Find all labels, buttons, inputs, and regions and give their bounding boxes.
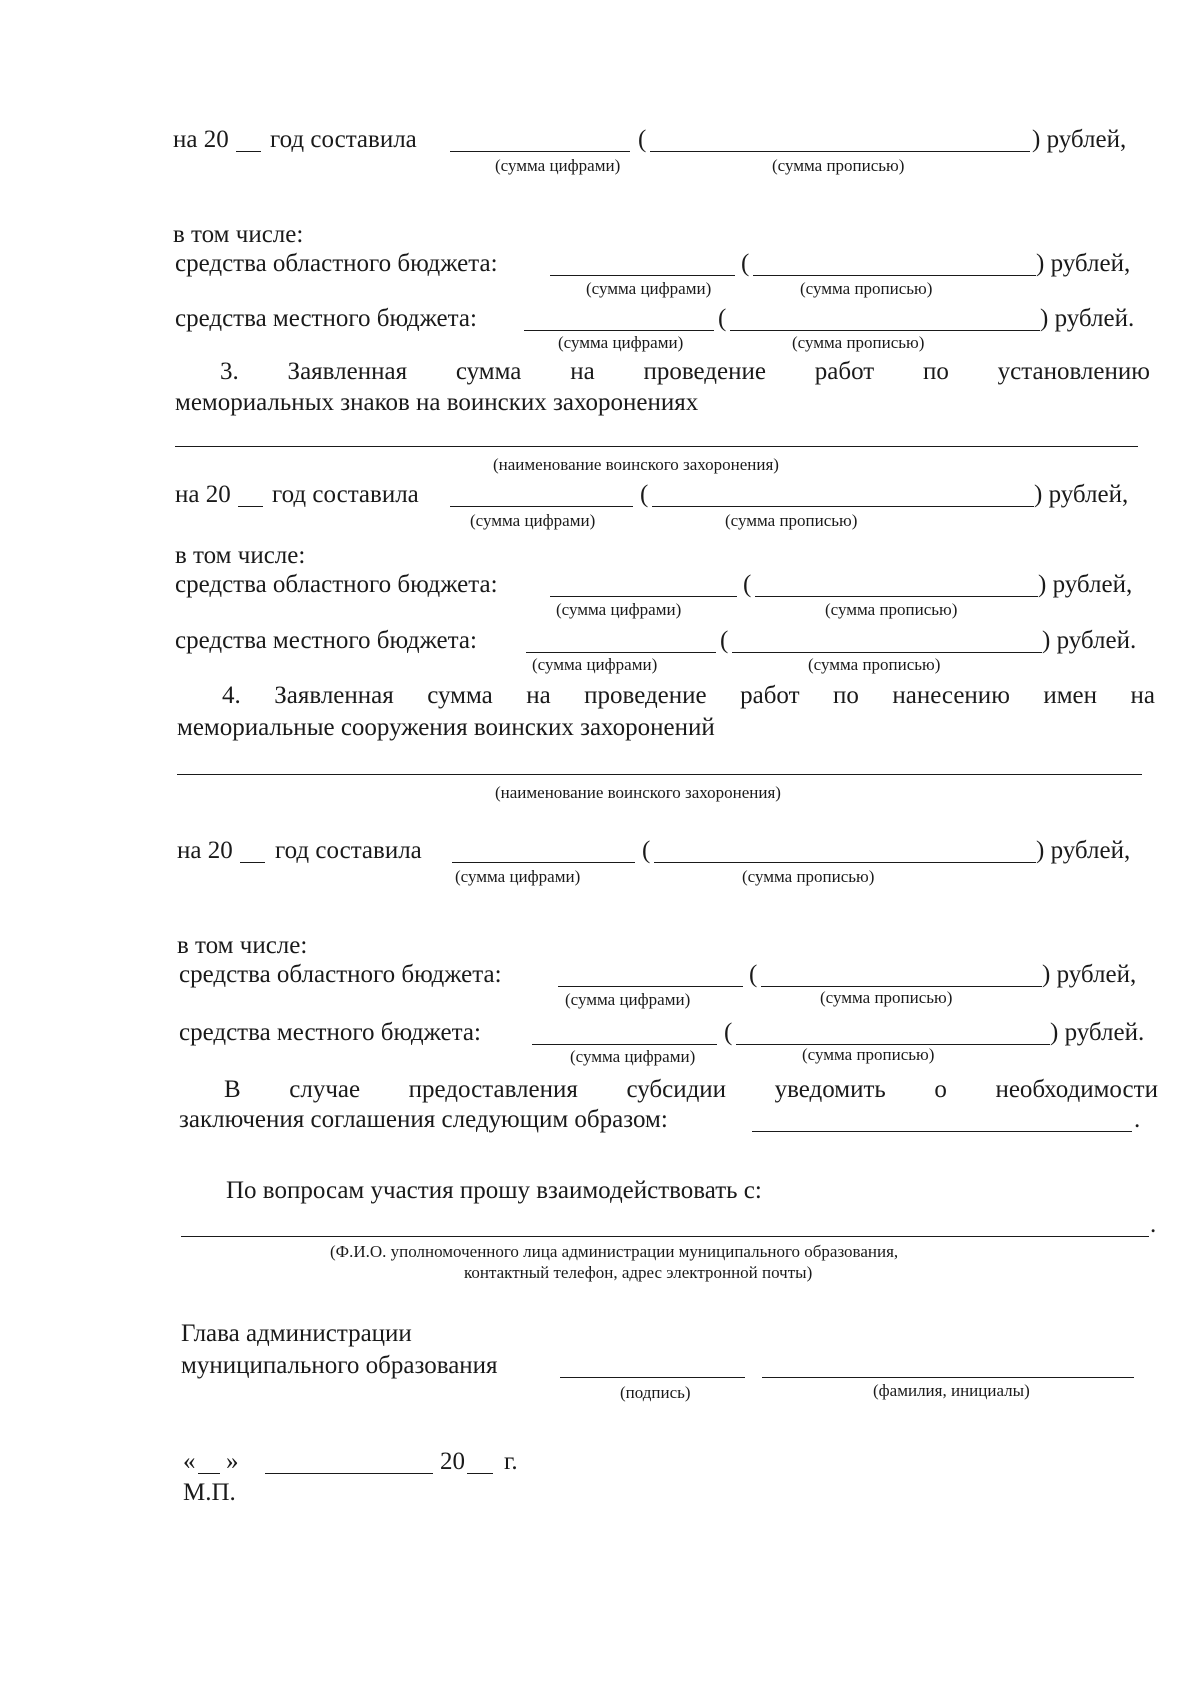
paren-open: (	[724, 1019, 733, 1046]
caption-words: (сумма прописью)	[802, 1045, 935, 1064]
item4-line2: мемориальные сооружения воинских захоронений	[177, 714, 715, 741]
caption-digits: (сумма цифрами)	[470, 511, 596, 530]
agreement-word: В	[224, 1076, 241, 1103]
caption-burial: (наименование воинского захоронения)	[493, 455, 779, 474]
caption-digits: (сумма цифрами)	[565, 990, 691, 1009]
rubles-label: ) рублей,	[1042, 961, 1137, 988]
caption-words: (сумма прописью)	[742, 867, 875, 886]
paren-open: (	[741, 250, 750, 277]
agreement-word: предоставления	[408, 1076, 578, 1103]
regional-words-blank[interactable]	[761, 986, 1042, 987]
date-month-blank[interactable]	[265, 1473, 433, 1474]
item3-word: на	[570, 358, 595, 385]
local-digits-blank[interactable]	[526, 652, 716, 653]
agreement-word: о	[934, 1076, 947, 1103]
regional-words-blank[interactable]	[753, 275, 1036, 276]
caption-words: (сумма прописью)	[792, 333, 925, 352]
contact-caption-1: (Ф.И.О. уполномоченного лица администрации муниципального образования,	[330, 1242, 899, 1261]
caption-digits: (сумма цифрами)	[558, 333, 684, 352]
item3-word: по	[922, 358, 949, 385]
item3-word: установлению	[997, 358, 1150, 385]
caption-words: (сумма прописью)	[825, 600, 958, 619]
item4-word: сумма	[427, 682, 493, 709]
date-year-blank[interactable]	[467, 1473, 493, 1474]
amount-digits-blank[interactable]	[450, 151, 630, 152]
contact-period: .	[1150, 1211, 1157, 1238]
caption-digits: (сумма цифрами)	[455, 867, 581, 886]
regional-digits-blank[interactable]	[550, 275, 735, 276]
regional-digits-blank[interactable]	[550, 596, 737, 597]
caption-signature: (подпись)	[620, 1383, 691, 1402]
caption-digits: (сумма цифрами)	[556, 600, 682, 619]
rubles-label: ) рублей.	[1050, 1019, 1145, 1046]
agreement-heading	[224, 1077, 1158, 1102]
caption-digits: (сумма цифрами)	[586, 279, 712, 298]
caption-words: (сумма прописью)	[820, 988, 953, 1007]
date-quote-close: »	[226, 1448, 239, 1475]
agreement-word: необходимости	[995, 1076, 1158, 1103]
year-blank[interactable]	[236, 151, 261, 152]
item4-word: нанесению	[892, 682, 1010, 709]
item4-word: работ	[740, 682, 800, 709]
paren-open: (	[720, 627, 729, 654]
item3-line2: мемориальных знаков на воинских захоронениях	[175, 389, 699, 416]
caption-digits: (сумма цифрами)	[495, 156, 621, 175]
amounted-label: год составила	[270, 126, 417, 153]
item4-word: на	[1130, 682, 1155, 709]
regional-digits-blank[interactable]	[558, 986, 743, 987]
paren-open: (	[718, 305, 727, 332]
amount-digits-blank[interactable]	[450, 506, 633, 507]
including-label: в том числе:	[173, 221, 304, 248]
burial-name-blank[interactable]	[175, 446, 1138, 447]
date-quote-open: «	[183, 1448, 196, 1475]
local-label: средства местного бюджета:	[179, 1019, 481, 1046]
signature-blank[interactable]	[560, 1377, 745, 1378]
local-words-blank[interactable]	[730, 330, 1040, 331]
amounted-label: год составила	[275, 837, 422, 864]
paren-open: (	[749, 961, 758, 988]
agreement-word: субсидии	[626, 1076, 727, 1103]
caption-name: (фамилия, инициалы)	[873, 1381, 1030, 1400]
date-day-blank[interactable]	[198, 1473, 220, 1474]
rubles-label: ) рублей,	[1036, 250, 1131, 277]
rubles-label: ) рублей,	[1032, 126, 1127, 153]
local-digits-blank[interactable]	[524, 330, 714, 331]
item4-word: 4.	[222, 682, 241, 709]
local-words-blank[interactable]	[732, 652, 1042, 653]
agreement-line2: заключения соглашения следующим образом:	[179, 1106, 668, 1133]
item3-word: проведение	[643, 358, 766, 385]
caption-burial: (наименование воинского захоронения)	[495, 783, 781, 802]
caption-words: (сумма прописью)	[808, 655, 941, 674]
year-blank[interactable]	[240, 862, 265, 863]
date-year-label: 20	[440, 1448, 465, 1475]
regional-words-blank[interactable]	[755, 596, 1038, 597]
paren-open: (	[640, 481, 649, 508]
paren-open: (	[638, 126, 647, 153]
item4-word: на	[526, 682, 551, 709]
year-blank[interactable]	[238, 506, 263, 507]
item4-heading	[222, 683, 1155, 708]
name-initials-blank[interactable]	[762, 1377, 1134, 1378]
item3-word: 3.	[220, 358, 239, 385]
local-label: средства местного бюджета:	[175, 305, 477, 332]
rubles-label: ) рублей.	[1040, 305, 1135, 332]
caption-words: (сумма прописью)	[800, 279, 933, 298]
year-label: на 20	[177, 837, 233, 864]
seal-place-label: М.П.	[183, 1479, 236, 1506]
rubles-label: ) рублей,	[1036, 837, 1131, 864]
item3-heading	[220, 359, 1150, 384]
amount-digits-blank[interactable]	[452, 862, 635, 863]
amount-words-blank[interactable]	[650, 151, 1030, 152]
contact-caption-2: контактный телефон, адрес электронной почты)	[464, 1263, 813, 1282]
regional-label: средства областного бюджета:	[179, 961, 502, 988]
item4-word: имен	[1043, 682, 1098, 709]
rubles-label: ) рублей.	[1042, 627, 1137, 654]
amounted-label: год составила	[272, 481, 419, 508]
signature-title-2: муниципального образования	[181, 1352, 498, 1379]
date-g-label: г.	[504, 1448, 518, 1475]
year-label: на 20	[173, 126, 229, 153]
agreement-word: случае	[289, 1076, 361, 1103]
paren-open: (	[743, 571, 752, 598]
contact-text: По вопросам участия прошу взаимодействовать с:	[226, 1177, 762, 1204]
amount-words-blank[interactable]	[654, 862, 1036, 863]
caption-words: (сумма прописью)	[772, 156, 905, 175]
signature-title-1: Глава администрации	[181, 1320, 412, 1347]
local-digits-blank[interactable]	[532, 1044, 717, 1045]
item3-word: работ	[814, 358, 875, 385]
local-label: средства местного бюджета:	[175, 627, 477, 654]
caption-digits: (сумма цифрами)	[532, 655, 658, 674]
year-label: на 20	[175, 481, 231, 508]
burial-name-blank[interactable]	[177, 774, 1142, 775]
amount-words-blank[interactable]	[652, 506, 1034, 507]
regional-label: средства областного бюджета:	[175, 571, 498, 598]
caption-digits: (сумма цифрами)	[570, 1047, 696, 1066]
item4-word: Заявленная	[274, 682, 394, 709]
including-label: в том числе:	[175, 542, 306, 569]
regional-label: средства областного бюджета:	[175, 250, 498, 277]
rubles-label: ) рублей,	[1038, 571, 1133, 598]
item4-word: проведение	[584, 682, 707, 709]
agreement-word: уведомить	[774, 1076, 886, 1103]
agreement-period: .	[1134, 1106, 1141, 1133]
including-label: в том числе:	[177, 932, 308, 959]
caption-words: (сумма прописью)	[725, 511, 858, 530]
rubles-label: ) рублей,	[1034, 481, 1129, 508]
item3-word: сумма	[455, 358, 522, 385]
item4-word: по	[833, 682, 859, 709]
contact-blank[interactable]	[181, 1236, 1149, 1237]
agreement-method-blank[interactable]	[752, 1131, 1132, 1132]
item3-word: Заявленная	[287, 358, 408, 385]
paren-open: (	[642, 837, 651, 864]
